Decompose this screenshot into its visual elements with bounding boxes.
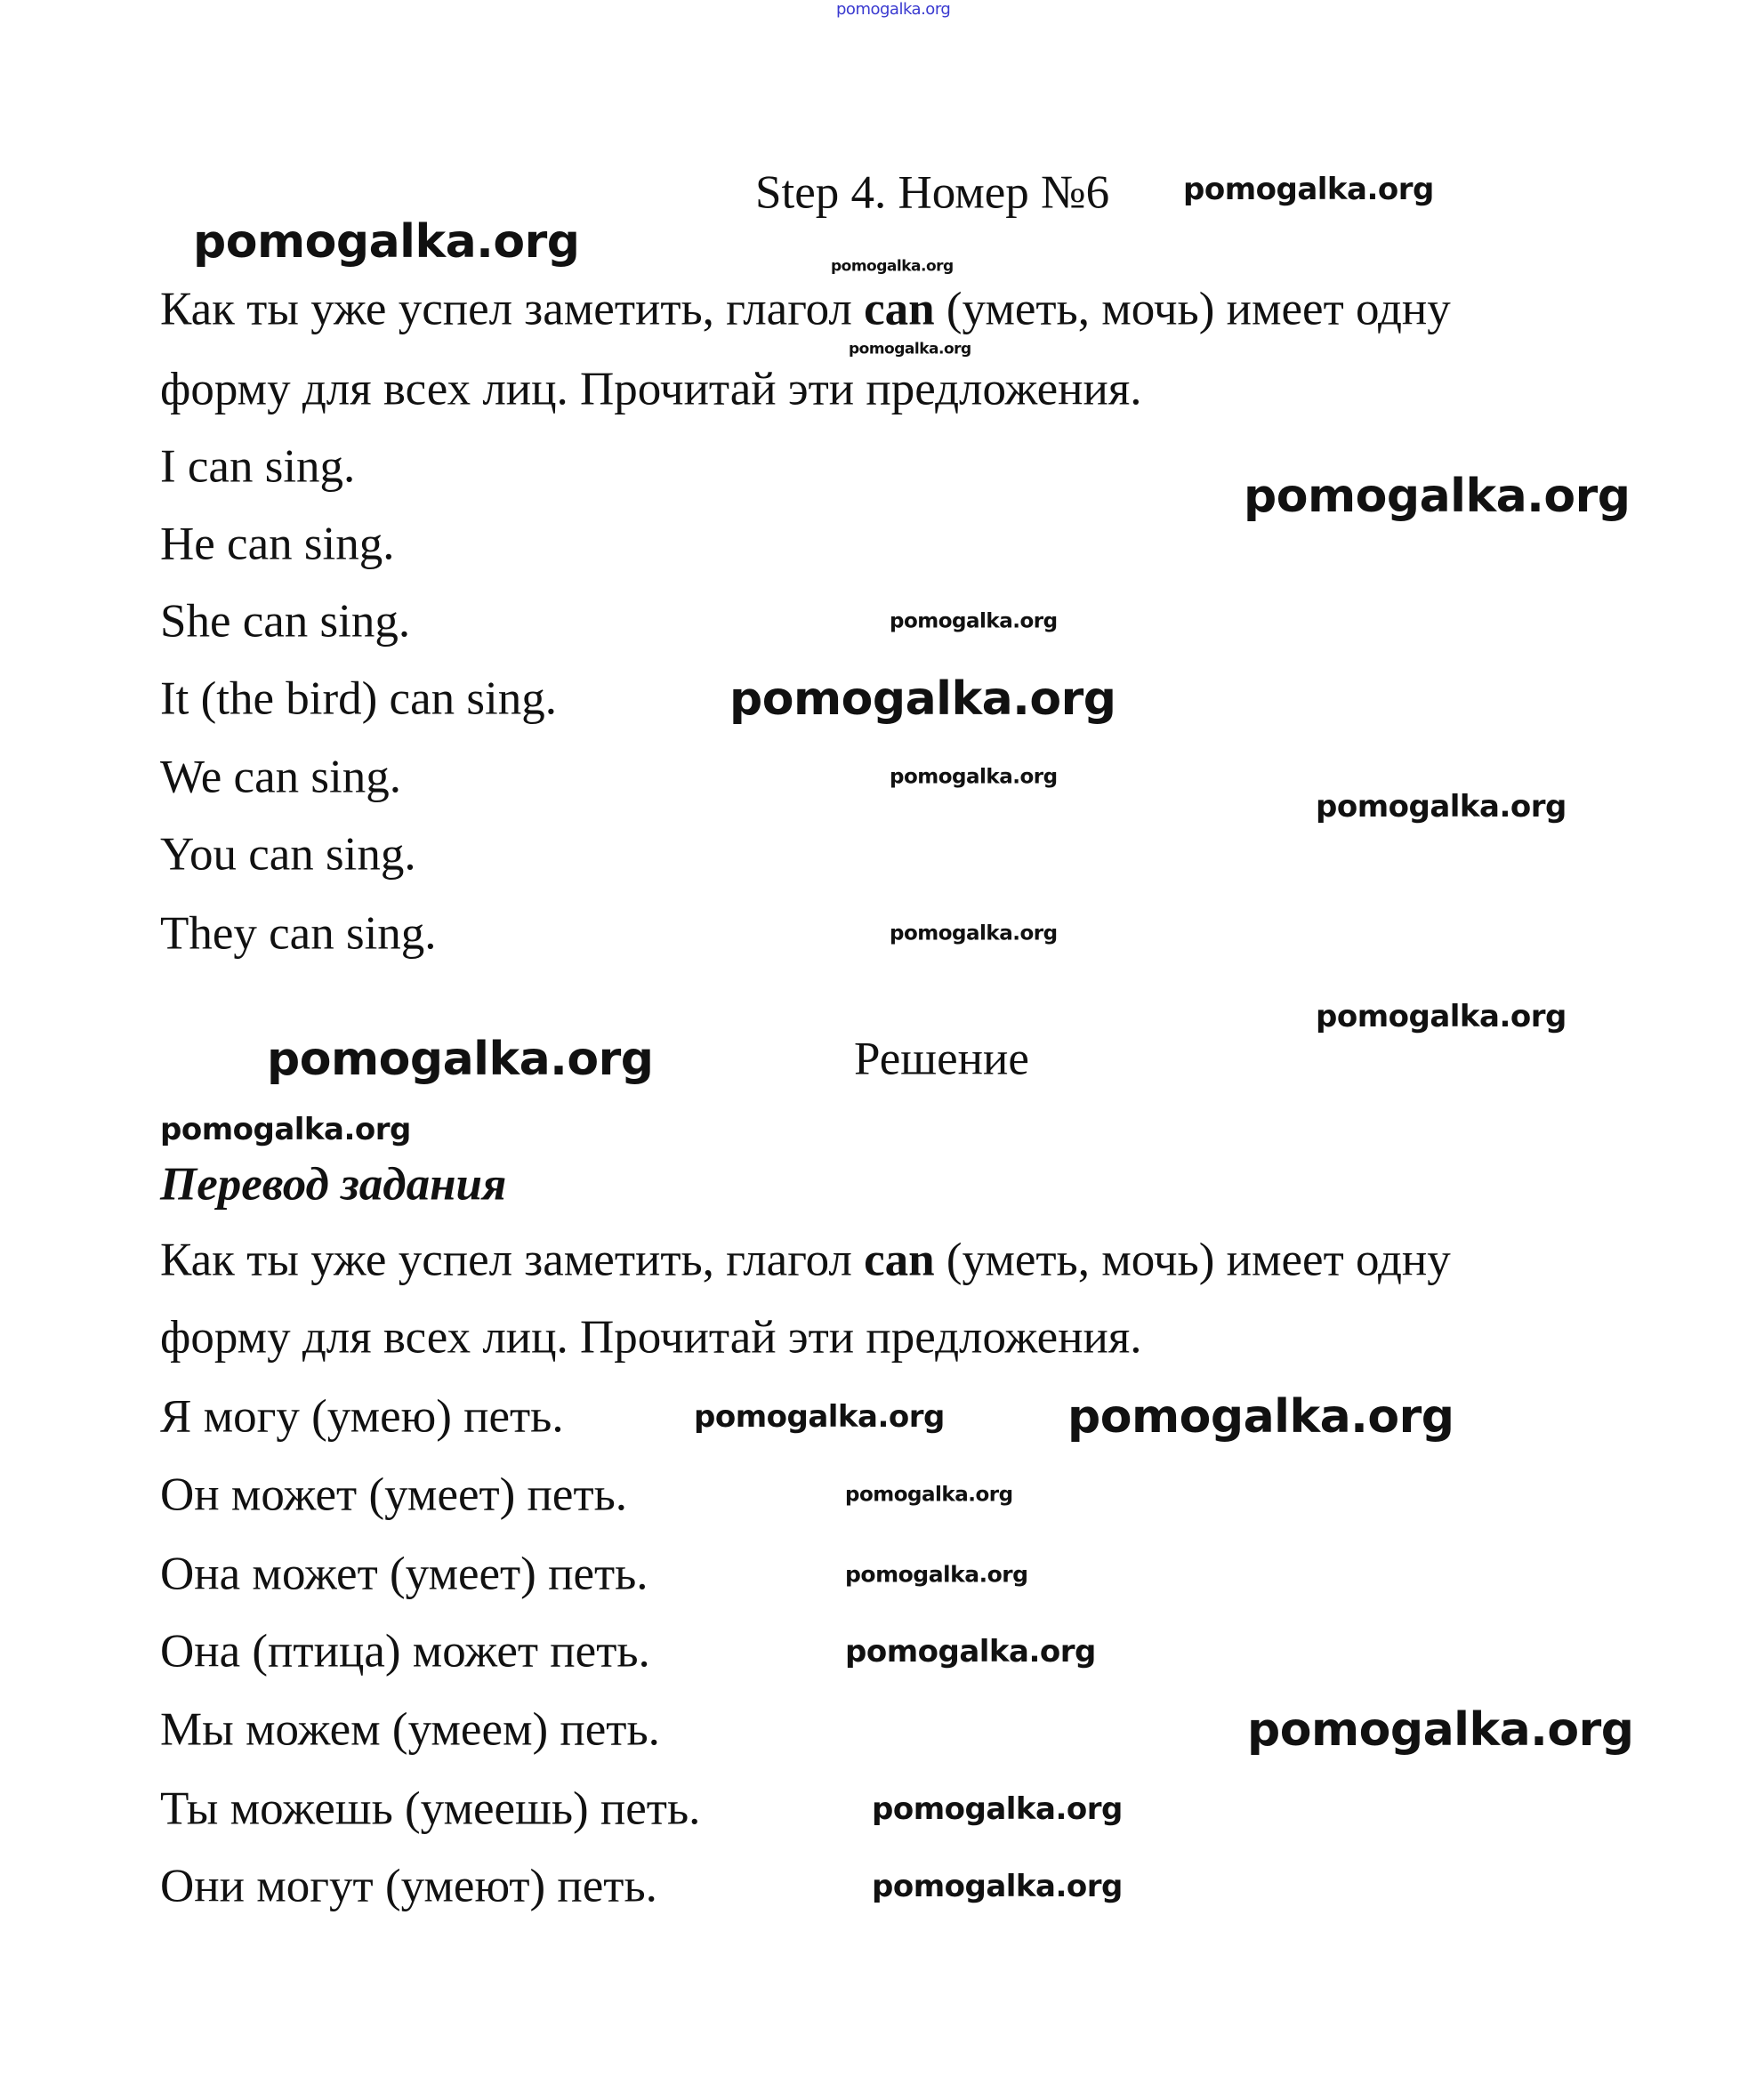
watermark: pomogalka.org: [845, 1483, 1013, 1507]
watermark: pomogalka.org: [845, 1634, 1096, 1670]
translated-sentence: Он может (умеет) петь.: [160, 1468, 628, 1521]
watermark: pomogalka.org: [890, 921, 1058, 945]
text: (уметь, мочь) имеет одну: [934, 283, 1451, 335]
bold-word: can: [864, 1234, 935, 1286]
watermark: pomogalka.org: [1247, 1703, 1634, 1757]
watermark: pomogalka.org: [694, 1399, 945, 1435]
bold-word: can: [864, 283, 935, 335]
sentence: He can sing.: [160, 518, 395, 570]
translated-sentence: Они могут (умеют) петь.: [160, 1860, 657, 1912]
watermark: pomogalka.org: [1183, 172, 1434, 207]
watermark: pomogalka.org: [849, 340, 971, 358]
translated-sentence: Мы можем (умеем) петь.: [160, 1703, 660, 1756]
sentence: It (the bird) can sing.: [160, 672, 557, 725]
header-watermark[interactable]: pomogalka.org: [836, 0, 951, 19]
sentence: You can sing.: [160, 828, 416, 881]
translated-sentence: Ты можешь (умеешь) петь.: [160, 1782, 701, 1835]
text: Как ты уже успел заметить, глагол: [160, 283, 865, 335]
watermark: pomogalka.org: [845, 1561, 1028, 1588]
sentence: I can sing.: [160, 440, 356, 493]
translated-sentence: Она (птица) может петь.: [160, 1625, 650, 1678]
text: (уметь, мочь) имеет одну: [934, 1234, 1451, 1286]
translation-paragraph-line-1: [160, 1234, 1451, 1286]
solution-heading: Решение: [854, 1033, 1029, 1085]
page-title: Step 4. Номер №6: [755, 166, 1110, 219]
watermark: pomogalka.org: [1316, 999, 1567, 1034]
text: Как ты уже успел заметить, глагол: [160, 1234, 865, 1286]
translated-sentence: Я могу (умею) петь.: [160, 1390, 564, 1443]
watermark: pomogalka.org: [193, 215, 580, 269]
task-paragraph-line-1: [160, 283, 1451, 335]
watermark: pomogalka.org: [872, 1791, 1123, 1827]
watermark: pomogalka.org: [160, 1112, 411, 1147]
watermark: pomogalka.org: [267, 1033, 654, 1086]
watermark: pomogalka.org: [890, 609, 1058, 633]
sentence: We can sing.: [160, 751, 401, 803]
watermark: pomogalka.org: [831, 257, 954, 276]
translation-heading: Перевод задания: [160, 1158, 507, 1211]
watermark: pomogalka.org: [872, 1869, 1123, 1904]
watermark: pomogalka.org: [890, 765, 1058, 789]
translation-paragraph-line-2: форму для всех лиц. Прочитай эти предложения.: [160, 1311, 1142, 1364]
translated-sentence: Она может (умеет) петь.: [160, 1548, 648, 1600]
sentence: They can sing.: [160, 907, 437, 960]
watermark: pomogalka.org: [1316, 789, 1567, 825]
task-paragraph-line-2: форму для всех лиц. Прочитай эти предложения.: [160, 363, 1142, 415]
watermark: pomogalka.org: [1067, 1390, 1454, 1444]
watermark: pomogalka.org: [1244, 470, 1631, 523]
watermark: pomogalka.org: [729, 672, 1116, 726]
sentence: She can sing.: [160, 595, 411, 648]
